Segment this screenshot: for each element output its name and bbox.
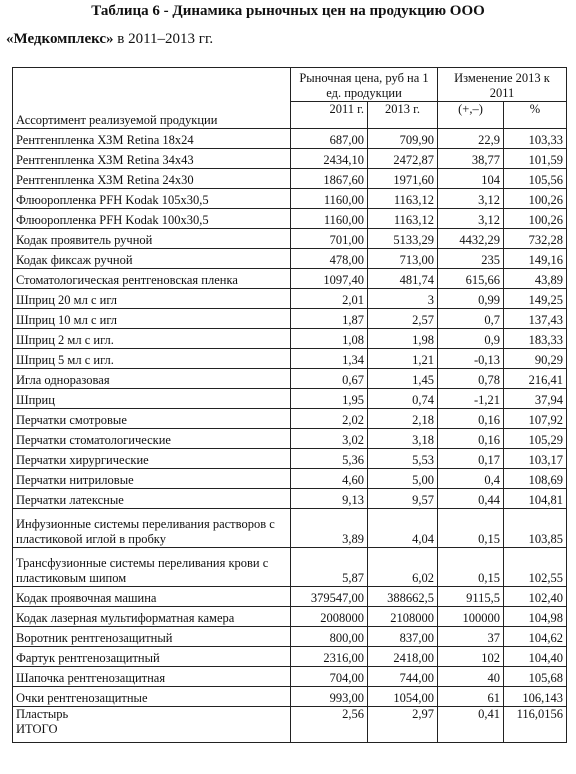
table-row — [13, 309, 567, 329]
price-2011: 379547,00 — [291, 587, 368, 607]
product-name — [13, 489, 291, 509]
header-product-range: Ассортимент реализуемой продукции — [13, 68, 291, 129]
product-name-text: Кодак фиксаж ручной — [16, 253, 133, 267]
product-name-text: Перчатки стоматологические — [16, 433, 171, 447]
table-row — [13, 329, 567, 349]
price-2011: 2,56 — [291, 707, 368, 743]
product-name-text: Трансфузионные системы переливания крови с пластиковым шипом — [16, 556, 269, 585]
pct-change: 43,89 — [504, 269, 567, 289]
price-2013: 0,74 — [368, 389, 438, 409]
price-2013: 2472,87 — [368, 149, 438, 169]
price-2011: 3,89 — [291, 509, 368, 548]
table-row — [13, 269, 567, 289]
abs-change: 61 — [438, 687, 504, 707]
product-name-text: Пластырь — [16, 707, 69, 721]
table-row — [13, 149, 567, 169]
pct-change: 149,25 — [504, 289, 567, 309]
product-name-text: Перчатки смотровые — [16, 413, 127, 427]
price-2013: 5,00 — [368, 469, 438, 489]
product-name — [13, 409, 291, 429]
price-2013: 6,02 — [368, 548, 438, 587]
table-row — [13, 409, 567, 429]
pct-change: 149,16 — [504, 249, 567, 269]
product-name-text: Инфузионные системы переливания растворов с пластиковой иглой в пробку — [16, 517, 275, 546]
abs-change: 0,16 — [438, 409, 504, 429]
table-row — [13, 607, 567, 627]
table-row — [13, 249, 567, 269]
abs-change: 0,78 — [438, 369, 504, 389]
header-year-2011: 2011 г. — [291, 102, 368, 129]
pct-change: 102,55 — [504, 548, 567, 587]
price-2011: 701,00 — [291, 229, 368, 249]
abs-change: 0,16 — [438, 429, 504, 449]
header-market-price: Рыночная цена, руб на 1 ед. продукции — [291, 68, 438, 102]
product-name — [13, 587, 291, 607]
product-name-text: Воротник рентгенозащитный — [16, 631, 173, 645]
table-row — [13, 369, 567, 389]
price-2011: 2,01 — [291, 289, 368, 309]
price-2013: 4,04 — [368, 509, 438, 548]
price-2011: 993,00 — [291, 687, 368, 707]
product-name-text: Шприц 20 мл с игл — [16, 293, 118, 307]
product-name-text: Перчатки хирургические — [16, 453, 149, 467]
abs-change: 9115,5 — [438, 587, 504, 607]
product-name-text: Шприц 5 мл с игл. — [16, 353, 114, 367]
price-2011: 9,13 — [291, 489, 368, 509]
table-row — [13, 667, 567, 687]
product-name — [13, 509, 291, 548]
price-2011: 0,67 — [291, 369, 368, 389]
product-name-text: Игла одноразовая — [16, 373, 110, 387]
product-name — [13, 309, 291, 329]
product-name — [13, 229, 291, 249]
table-row — [13, 189, 567, 209]
product-name — [13, 548, 291, 587]
price-2011: 1,08 — [291, 329, 368, 349]
price-2013: 1163,12 — [368, 209, 438, 229]
caption-period: в 2011–2013 гг. — [113, 31, 214, 47]
pct-change: 104,40 — [504, 647, 567, 667]
price-2013: 388662,5 — [368, 587, 438, 607]
table-row — [13, 489, 567, 509]
pct-change: 137,43 — [504, 309, 567, 329]
product-name-text: Кодак проявитель ручной — [16, 233, 153, 247]
abs-change: 104 — [438, 169, 504, 189]
pct-change: 103,33 — [504, 129, 567, 149]
product-name — [13, 449, 291, 469]
product-name-text: Шапочка рентгенозащитная — [16, 671, 166, 685]
product-name-text: Перчатки латексные — [16, 493, 124, 507]
abs-change: 0,41 — [438, 707, 504, 743]
product-name — [13, 687, 291, 707]
product-name — [13, 469, 291, 489]
abs-change: -0,13 — [438, 349, 504, 369]
price-2013: 481,74 — [368, 269, 438, 289]
price-2011: 1867,60 — [291, 169, 368, 189]
pct-change: 105,68 — [504, 667, 567, 687]
pct-change: 183,33 — [504, 329, 567, 349]
abs-change: 38,77 — [438, 149, 504, 169]
price-dynamics-table — [12, 67, 567, 743]
price-2011: 2316,00 — [291, 647, 368, 667]
product-name — [13, 667, 291, 687]
header-abs-change: (+,–) — [438, 102, 504, 129]
table-row — [13, 449, 567, 469]
abs-change: 3,12 — [438, 209, 504, 229]
price-2011: 1,34 — [291, 349, 368, 369]
price-2013: 1163,12 — [368, 189, 438, 209]
abs-change: 0,4 — [438, 469, 504, 489]
price-2011: 2008000 — [291, 607, 368, 627]
price-2011: 5,36 — [291, 449, 368, 469]
pct-change: 102,40 — [504, 587, 567, 607]
product-name-text: Стоматологическая рентгеновская пленка — [16, 273, 238, 287]
table-row — [13, 169, 567, 189]
price-2011: 2434,10 — [291, 149, 368, 169]
product-name-text: Шприц 10 мл с игл — [16, 313, 118, 327]
table-row — [13, 548, 567, 587]
abs-change: 0,7 — [438, 309, 504, 329]
price-2013: 1,21 — [368, 349, 438, 369]
product-name-text: Рентгенпленка ХЗМ Retina 24х30 — [16, 173, 194, 187]
product-name — [13, 707, 291, 743]
pct-change: 103,17 — [504, 449, 567, 469]
table-row — [13, 209, 567, 229]
pct-change: 100,26 — [504, 209, 567, 229]
price-2011: 5,87 — [291, 548, 368, 587]
header-pct-change: % — [504, 102, 567, 129]
price-2013: 2,57 — [368, 309, 438, 329]
price-2013: 9,57 — [368, 489, 438, 509]
pct-change: 100,26 — [504, 189, 567, 209]
price-2013: 837,00 — [368, 627, 438, 647]
table-row — [13, 349, 567, 369]
table-row — [13, 627, 567, 647]
abs-change: 615,66 — [438, 269, 504, 289]
pct-change: 90,29 — [504, 349, 567, 369]
abs-change: 0,99 — [438, 289, 504, 309]
table-row — [13, 469, 567, 489]
product-name — [13, 189, 291, 209]
product-name — [13, 329, 291, 349]
abs-change: 4432,29 — [438, 229, 504, 249]
abs-change: 0,17 — [438, 449, 504, 469]
pct-change: 106,143 — [504, 687, 567, 707]
pct-change: 116,0156 — [504, 707, 567, 743]
product-name-text: Шприц — [16, 393, 55, 407]
pct-change: 216,41 — [504, 369, 567, 389]
price-2011: 687,00 — [291, 129, 368, 149]
table-row — [13, 129, 567, 149]
table-row — [13, 707, 567, 743]
price-2011: 704,00 — [291, 667, 368, 687]
price-2011: 4,60 — [291, 469, 368, 489]
price-2013: 1971,60 — [368, 169, 438, 189]
pct-change: 108,69 — [504, 469, 567, 489]
table-row — [13, 229, 567, 249]
abs-change: 102 — [438, 647, 504, 667]
table-caption: Таблица 6 - Динамика рыночных цен на продукцию ООО — [91, 3, 485, 19]
price-2013: 1054,00 — [368, 687, 438, 707]
abs-change: 40 — [438, 667, 504, 687]
pct-change: 37,94 — [504, 389, 567, 409]
product-name — [13, 607, 291, 627]
price-2013: 2418,00 — [368, 647, 438, 667]
pct-change: 103,85 — [504, 509, 567, 548]
pct-change: 101,59 — [504, 149, 567, 169]
price-2011: 1160,00 — [291, 209, 368, 229]
table-row — [13, 429, 567, 449]
pct-change: 105,56 — [504, 169, 567, 189]
pct-change: 107,92 — [504, 409, 567, 429]
abs-change: 0,9 — [438, 329, 504, 349]
product-name — [13, 389, 291, 409]
table-row — [13, 509, 567, 548]
price-2011: 2,02 — [291, 409, 368, 429]
abs-change: 22,9 — [438, 129, 504, 149]
price-2011: 1160,00 — [291, 189, 368, 209]
price-2011: 800,00 — [291, 627, 368, 647]
product-name — [13, 429, 291, 449]
pct-change: 732,28 — [504, 229, 567, 249]
total-label: ИТОГО — [16, 722, 58, 736]
pct-change: 105,29 — [504, 429, 567, 449]
product-name — [13, 349, 291, 369]
header-change: Изменение 2013 к 2011 — [438, 68, 567, 102]
price-2013: 2,97 — [368, 707, 438, 743]
abs-change: 100000 — [438, 607, 504, 627]
product-name — [13, 249, 291, 269]
abs-change: 0,15 — [438, 548, 504, 587]
product-name-text: Шприц 2 мл с игл. — [16, 333, 114, 347]
price-2011: 3,02 — [291, 429, 368, 449]
product-name-text: Кодак проявочная машина — [16, 591, 157, 605]
company-name: «Медкомплекс» — [6, 31, 114, 47]
product-name — [13, 289, 291, 309]
product-name — [13, 269, 291, 289]
product-name — [13, 647, 291, 667]
price-2013: 1,98 — [368, 329, 438, 349]
table-row — [13, 389, 567, 409]
product-name — [13, 627, 291, 647]
price-2011: 1,87 — [291, 309, 368, 329]
abs-change: -1,21 — [438, 389, 504, 409]
abs-change: 235 — [438, 249, 504, 269]
table-caption-line2 — [6, 30, 213, 48]
price-2011: 1097,40 — [291, 269, 368, 289]
product-name-text: Кодак лазерная мультиформатная камера — [16, 611, 235, 625]
price-2013: 5133,29 — [368, 229, 438, 249]
pct-change: 104,98 — [504, 607, 567, 627]
pct-change: 104,81 — [504, 489, 567, 509]
abs-change: 37 — [438, 627, 504, 647]
product-name — [13, 209, 291, 229]
price-2011: 478,00 — [291, 249, 368, 269]
pct-change: 104,62 — [504, 627, 567, 647]
price-2013: 2108000 — [368, 607, 438, 627]
abs-change: 3,12 — [438, 189, 504, 209]
table-row — [13, 647, 567, 667]
price-2011: 1,95 — [291, 389, 368, 409]
price-2013: 2,18 — [368, 409, 438, 429]
price-2013: 709,90 — [368, 129, 438, 149]
product-name-text: Рентгенпленка ХЗМ Retina 18х24 — [16, 133, 194, 147]
product-name-text: Флюоропленка PFH Kodak 105х30,5 — [16, 193, 209, 207]
product-name-text: Очки рентгенозащитные — [16, 691, 148, 705]
price-2013: 5,53 — [368, 449, 438, 469]
product-name-text: Флюоропленка PFH Kodak 100х30,5 — [16, 213, 209, 227]
product-name — [13, 129, 291, 149]
product-name-text: Перчатки нитриловые — [16, 473, 134, 487]
table-row — [13, 289, 567, 309]
table-row — [13, 587, 567, 607]
header-year-2013: 2013 г. — [368, 102, 438, 129]
product-name — [13, 169, 291, 189]
product-name — [13, 369, 291, 389]
abs-change: 0,15 — [438, 509, 504, 548]
table-row — [13, 687, 567, 707]
price-2013: 3 — [368, 289, 438, 309]
price-2013: 744,00 — [368, 667, 438, 687]
product-name-text: Фартук рентгенозащитный — [16, 651, 160, 665]
price-2013: 713,00 — [368, 249, 438, 269]
product-name — [13, 149, 291, 169]
header-row — [13, 68, 567, 102]
product-name-text: Рентгенпленка ХЗМ Retina 34х43 — [16, 153, 194, 167]
price-2013: 1,45 — [368, 369, 438, 389]
price-2013: 3,18 — [368, 429, 438, 449]
abs-change: 0,44 — [438, 489, 504, 509]
